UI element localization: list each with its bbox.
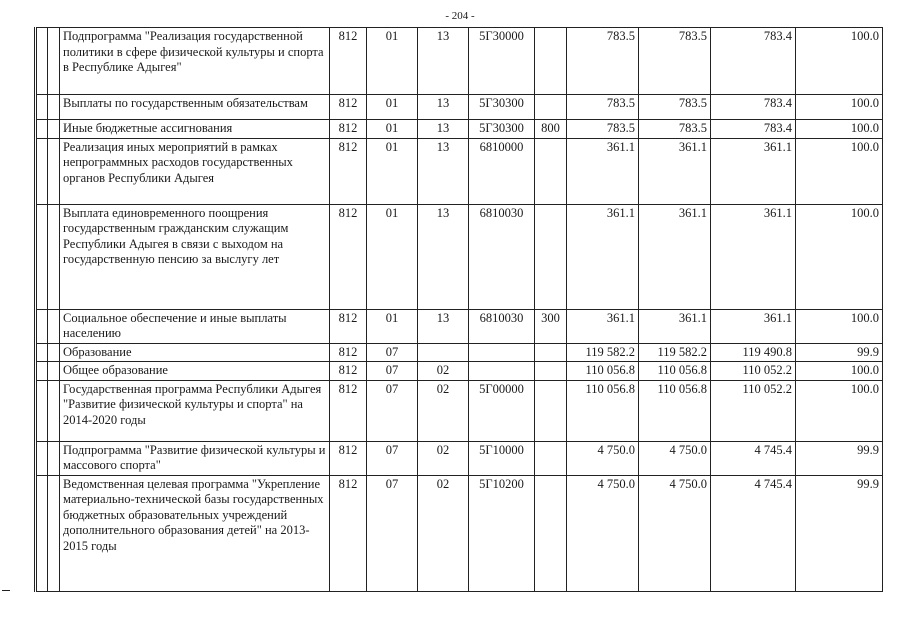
- table-row: [36, 138, 883, 204]
- empty-cell: [36, 441, 48, 475]
- cell-refined: 783.5: [639, 95, 711, 120]
- row-name: Образование: [60, 343, 330, 362]
- cell-percent: 99.9: [796, 343, 883, 362]
- table-row: [36, 475, 883, 591]
- empty-cell: [36, 309, 48, 343]
- cell-section: 01: [367, 309, 418, 343]
- cell-executed: 361.1: [711, 138, 796, 204]
- empty-cell: [48, 380, 60, 441]
- cell-executed: 361.1: [711, 309, 796, 343]
- row-name: Подпрограмма "Реализация государственной политики в сфере физической культуры и спорта в Республике Адыгея": [60, 28, 330, 95]
- cell-approved: 783.5: [567, 120, 639, 139]
- cell-expense-type: 300: [535, 309, 567, 343]
- cell-percent: 99.9: [796, 441, 883, 475]
- cell-section: 07: [367, 475, 418, 591]
- cell-approved: 361.1: [567, 204, 639, 309]
- cell-ministry: 812: [330, 441, 367, 475]
- cell-subsection: 02: [418, 380, 469, 441]
- cell-expense-type: [535, 204, 567, 309]
- cell-ministry: 812: [330, 138, 367, 204]
- cell-expense-type: [535, 362, 567, 381]
- empty-cell: [48, 138, 60, 204]
- cell-executed: 783.4: [711, 28, 796, 95]
- table-row: [36, 204, 883, 309]
- cell-executed: 110 052.2: [711, 380, 796, 441]
- cell-executed: 110 052.2: [711, 362, 796, 381]
- cell-section: 01: [367, 95, 418, 120]
- cell-refined: 4 750.0: [639, 475, 711, 591]
- cell-section: 01: [367, 204, 418, 309]
- cell-target: 5Г10000: [469, 441, 535, 475]
- empty-cell: [48, 441, 60, 475]
- empty-cell: [36, 28, 48, 95]
- cell-target: [469, 362, 535, 381]
- cell-expense-type: 800: [535, 120, 567, 139]
- cell-approved: 110 056.8: [567, 380, 639, 441]
- cell-percent: 100.0: [796, 309, 883, 343]
- cell-percent: 100.0: [796, 28, 883, 95]
- table-row: [36, 441, 883, 475]
- empty-cell: [48, 95, 60, 120]
- cell-refined: 119 582.2: [639, 343, 711, 362]
- cell-expense-type: [535, 475, 567, 591]
- cell-target: 5Г10200: [469, 475, 535, 591]
- empty-cell: [36, 120, 48, 139]
- cell-percent: 100.0: [796, 362, 883, 381]
- cell-subsection: [418, 343, 469, 362]
- cell-subsection: 13: [418, 204, 469, 309]
- cell-expense-type: [535, 28, 567, 95]
- cell-executed: 4 745.4: [711, 441, 796, 475]
- row-name: Реализация иных мероприятий в рамках непрограммных расходов государственных органов Республики Адыгея: [60, 138, 330, 204]
- empty-cell: [48, 309, 60, 343]
- cell-approved: 110 056.8: [567, 362, 639, 381]
- table-row: [36, 309, 883, 343]
- cell-approved: 783.5: [567, 28, 639, 95]
- cell-executed: 783.4: [711, 95, 796, 120]
- cell-ministry: 812: [330, 95, 367, 120]
- cell-section: 07: [367, 380, 418, 441]
- row-name: Подпрограмма "Развитие физической культуры и массового спорта": [60, 441, 330, 475]
- cell-expense-type: [535, 138, 567, 204]
- cell-ministry: 812: [330, 309, 367, 343]
- cell-ministry: 812: [330, 120, 367, 139]
- table-row: [36, 380, 883, 441]
- cell-subsection: 02: [418, 441, 469, 475]
- row-name: Социальное обеспечение и иные выплаты населению: [60, 309, 330, 343]
- cell-target: 5Г00000: [469, 380, 535, 441]
- cell-approved: 783.5: [567, 95, 639, 120]
- cell-target: 6810030: [469, 309, 535, 343]
- budget-table: [34, 27, 883, 592]
- cell-percent: 100.0: [796, 204, 883, 309]
- row-name: Государственная программа Республики Адыгея "Развитие физической культуры и спорта" на 2014-2020 годы: [60, 380, 330, 441]
- cell-subsection: 13: [418, 28, 469, 95]
- table-row: [36, 28, 883, 95]
- empty-cell: [36, 343, 48, 362]
- cell-section: 07: [367, 362, 418, 381]
- empty-cell: [36, 138, 48, 204]
- cell-subsection: 13: [418, 120, 469, 139]
- cell-executed: 119 490.8: [711, 343, 796, 362]
- empty-cell: [48, 120, 60, 139]
- cell-executed: 4 745.4: [711, 475, 796, 591]
- cell-ministry: 812: [330, 362, 367, 381]
- row-name: Ведомственная целевая программа "Укрепление материально-технической базы государственных бюджетных образовательных учреждений дополнительного образования детей" на 2013-2015 годы: [60, 475, 330, 591]
- empty-cell: [48, 343, 60, 362]
- cell-expense-type: [535, 343, 567, 362]
- table-row: [36, 95, 883, 120]
- cell-ministry: 812: [330, 475, 367, 591]
- empty-cell: [48, 28, 60, 95]
- cell-expense-type: [535, 380, 567, 441]
- cell-target: 5Г30300: [469, 95, 535, 120]
- cell-section: 07: [367, 441, 418, 475]
- table-row: [36, 362, 883, 381]
- row-name: Выплаты по государственным обязательствам: [60, 95, 330, 120]
- cell-percent: 100.0: [796, 120, 883, 139]
- table-row: [36, 120, 883, 139]
- cell-subsection: 13: [418, 309, 469, 343]
- cell-percent: 100.0: [796, 95, 883, 120]
- cell-refined: 361.1: [639, 138, 711, 204]
- cell-refined: 110 056.8: [639, 362, 711, 381]
- cell-refined: 783.5: [639, 28, 711, 95]
- cell-approved: 361.1: [567, 138, 639, 204]
- page-number: - 204 -: [445, 10, 475, 22]
- cell-executed: 783.4: [711, 120, 796, 139]
- cell-target: 5Г30000: [469, 28, 535, 95]
- cell-subsection: 02: [418, 362, 469, 381]
- cell-subsection: 02: [418, 475, 469, 591]
- empty-cell: [48, 475, 60, 591]
- empty-cell: [48, 362, 60, 381]
- cell-executed: 361.1: [711, 204, 796, 309]
- cell-section: 01: [367, 28, 418, 95]
- row-name: Выплата единовременного поощрения государственным гражданским служащим Республики Адыгея в связи с выходом на государственную пенсию за выслугу лет: [60, 204, 330, 309]
- empty-cell: [48, 204, 60, 309]
- empty-cell: [36, 362, 48, 381]
- cell-expense-type: [535, 95, 567, 120]
- cell-target: 5Г30300: [469, 120, 535, 139]
- cell-refined: 4 750.0: [639, 441, 711, 475]
- cell-subsection: 13: [418, 138, 469, 204]
- cell-approved: 4 750.0: [567, 441, 639, 475]
- cell-ministry: 812: [330, 343, 367, 362]
- empty-cell: [36, 475, 48, 591]
- cell-subsection: 13: [418, 95, 469, 120]
- cell-approved: 4 750.0: [567, 475, 639, 591]
- cell-approved: 361.1: [567, 309, 639, 343]
- cell-refined: 361.1: [639, 204, 711, 309]
- cell-target: 6810000: [469, 138, 535, 204]
- cell-section: 01: [367, 120, 418, 139]
- cell-section: 07: [367, 343, 418, 362]
- cell-ministry: 812: [330, 28, 367, 95]
- empty-cell: [36, 95, 48, 120]
- table-row: [36, 343, 883, 362]
- cell-approved: 119 582.2: [567, 343, 639, 362]
- cell-percent: 100.0: [796, 138, 883, 204]
- cell-target: [469, 343, 535, 362]
- cell-refined: 783.5: [639, 120, 711, 139]
- empty-cell: [36, 204, 48, 309]
- cell-ministry: 812: [330, 204, 367, 309]
- empty-cell: [36, 380, 48, 441]
- row-name: Общее образование: [60, 362, 330, 381]
- cell-target: 6810030: [469, 204, 535, 309]
- cell-percent: 99.9: [796, 475, 883, 591]
- cell-section: 01: [367, 138, 418, 204]
- cell-percent: 100.0: [796, 380, 883, 441]
- row-name: Иные бюджетные ассигнования: [60, 120, 330, 139]
- cell-expense-type: [535, 441, 567, 475]
- cell-refined: 110 056.8: [639, 380, 711, 441]
- cell-refined: 361.1: [639, 309, 711, 343]
- cell-ministry: 812: [330, 380, 367, 441]
- margin-mark: [2, 590, 10, 591]
